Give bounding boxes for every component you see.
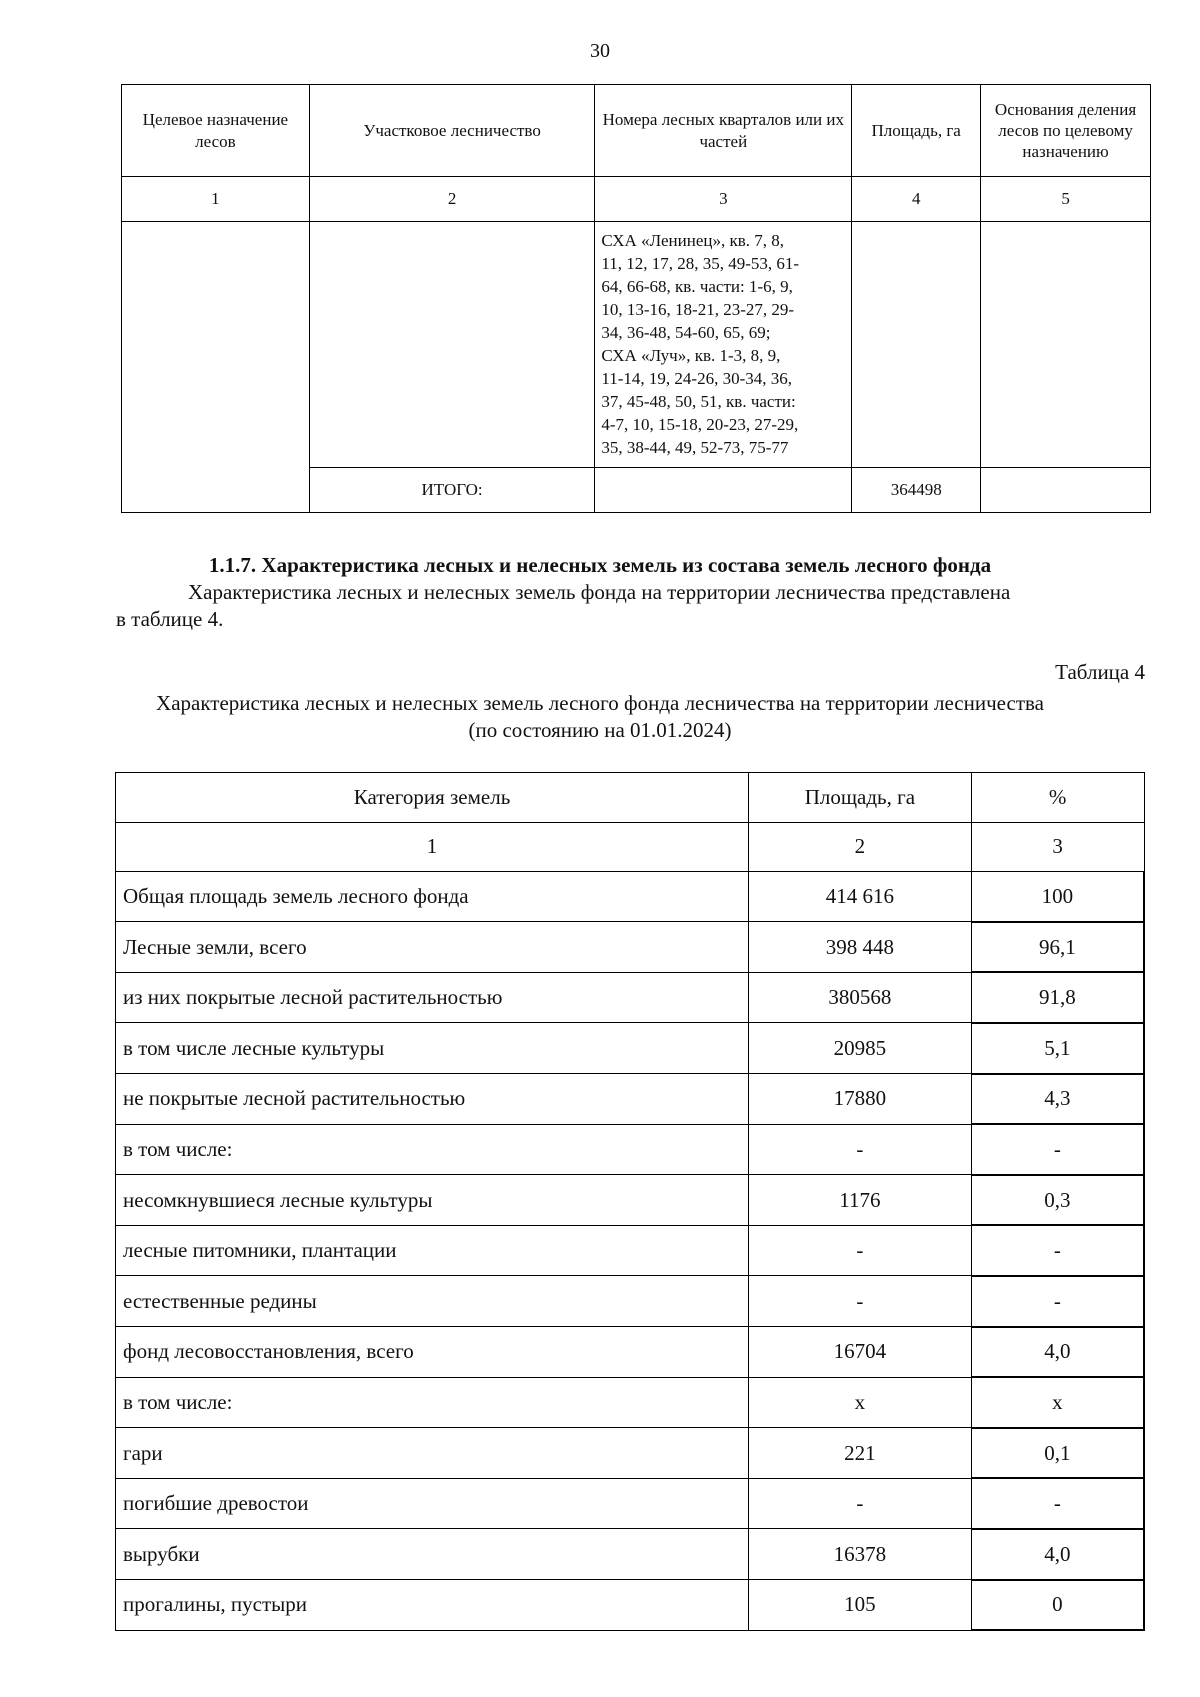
area-cell: - [749,1478,972,1529]
table1-area-cell [852,222,981,468]
quarters-line: 64, 66-68, кв. части: 1-6, 9, [601,277,793,296]
table-row [116,1428,1145,1479]
percent-cell: 96,1 [971,922,1144,973]
table1-total-label: ИТОГО: [309,468,595,513]
area-cell: 20985 [749,1023,972,1074]
category-cell: не покрытые лесной растительностью [116,1074,749,1125]
table2-column-numbers-row [116,822,1145,872]
table2-header-cell: % [971,773,1144,823]
table2-header-cell: Площадь, га [749,773,972,823]
table-row [116,1377,1145,1428]
quarters-line: СХА «Луч», кв. 1-3, 8, 9, [601,346,781,365]
table1-column-number: 1 [122,177,310,222]
percent-cell: 100 [971,872,1144,922]
table1-total-basis [981,468,1151,513]
category-cell: в том числе лесные культуры [116,1023,749,1074]
table2-column-number: 2 [749,822,972,872]
table-row [116,872,1145,922]
table-row [116,922,1145,973]
percent-cell: 4,0 [971,1327,1144,1378]
quarters-line: 4-7, 10, 15-18, 20-23, 27-29, [601,415,799,434]
percent-cell: х [971,1377,1144,1428]
percent-cell: 91,8 [971,972,1144,1023]
table1-total-area: 364498 [852,468,981,513]
area-cell: - [749,1225,972,1276]
table-row [116,1529,1145,1580]
table-row [116,1023,1145,1074]
category-cell: вырубки [116,1529,749,1580]
table1-total-quarters [595,468,852,513]
table1-header-cell: Основания деления лесов по целевому назначению [981,85,1151,177]
quarters-line: 11, 12, 17, 28, 35, 49-53, 61- [601,254,800,273]
table1-header-cell: Площадь, га [852,85,981,177]
table1-header-row [122,85,1151,177]
table1-header-cell: Участковое лесничество [309,85,595,177]
quarters-line: 34, 36-48, 54-60, 65, 69; [601,323,771,342]
table1-header-cell: Целевое назначение лесов [122,85,310,177]
category-cell: в том числе: [116,1377,749,1428]
category-cell: погибшие древостои [116,1478,749,1529]
area-cell: 1176 [749,1175,972,1226]
table-row [116,1580,1145,1631]
category-cell: Общая площадь земель лесного фонда [116,872,749,922]
quarters-line: 11-14, 19, 24-26, 30-34, 36, [601,369,792,388]
table1-column-numbers-row [122,177,1151,222]
category-cell: Лесные земли, всего [116,922,749,973]
table1-district-cell [309,222,595,468]
caption-line: (по состоянию на 01.01.2024) [468,718,732,742]
area-cell: 414 616 [749,872,972,922]
section-title: 1.1.7. Характеристика лесных и нелесных земель из состава земель лесного фонда [208,553,992,577]
table1-data-row [122,222,1151,468]
percent-cell: 0,1 [971,1428,1144,1479]
percent-cell: - [971,1124,1144,1175]
page-number: 30 [590,40,610,62]
area-cell: - [749,1276,972,1327]
table1-quarters-cell [595,222,852,468]
paragraph-line: в таблице 4. [116,607,224,631]
quarters-line: 37, 45-48, 50, 51, кв. части: [601,392,796,411]
area-cell: 16378 [749,1529,972,1580]
table-row [116,1478,1145,1529]
category-cell: лесные питомники, плантации [116,1225,749,1276]
forest-purpose-table [121,84,1151,513]
table1-column-number: 5 [981,177,1151,222]
table1-column-number: 3 [595,177,852,222]
area-cell: 380568 [749,972,972,1023]
percent-cell: 0,3 [971,1175,1144,1226]
land-categories-table [115,772,1145,1631]
percent-cell: - [971,1276,1144,1327]
category-cell: из них покрытые лесной растительностью [116,972,749,1023]
paragraph-line: Характеристика лесных и нелесных земель фонда на территории лесничества представлена [188,580,1011,604]
area-cell: - [749,1124,972,1175]
table1-header-cell: Номера лесных кварталов или их частей [595,85,852,177]
percent-cell: 0 [971,1580,1144,1631]
caption-line: Характеристика лесных и нелесных земель лесного фонда лесничества на территории лесничества [156,691,1044,715]
percent-cell: 5,1 [971,1023,1144,1074]
category-cell: несомкнувшиеся лесные культуры [116,1175,749,1226]
table-row [116,1276,1145,1327]
quarters-line: СХА «Ленинец», кв. 7, 8, [601,231,785,250]
category-cell: в том числе: [116,1124,749,1175]
table1-column-number: 4 [852,177,981,222]
area-cell: 221 [749,1428,972,1479]
table-row [116,972,1145,1023]
percent-cell: 4,3 [971,1074,1144,1125]
table2-column-number: 3 [971,822,1144,872]
area-cell: 105 [749,1580,972,1631]
table-row [116,1074,1145,1125]
area-cell: х [749,1377,972,1428]
percent-cell: - [971,1478,1144,1529]
area-cell: 16704 [749,1327,972,1378]
quarters-line: 10, 13-16, 18-21, 23-27, 29- [601,300,795,319]
table2-header-cell: Категория земель [116,773,749,823]
table1-basis-cell [981,222,1151,468]
table2-header-row [116,773,1145,823]
category-cell: прогалины, пустыри [116,1580,749,1631]
section-paragraph [116,579,1136,633]
percent-cell: - [971,1225,1144,1276]
table-row [116,1327,1145,1378]
table-row [116,1225,1145,1276]
category-cell: фонд лесовосстановления, всего [116,1327,749,1378]
category-cell: естественные редины [116,1276,749,1327]
table-caption [0,690,1200,744]
percent-cell: 4,0 [971,1529,1144,1580]
table2-column-number: 1 [116,822,749,872]
area-cell: 17880 [749,1074,972,1125]
table1-column-number: 2 [309,177,595,222]
category-cell: гари [116,1428,749,1479]
table-row [116,1175,1145,1226]
area-cell: 398 448 [749,922,972,973]
table1-purpose-cell [122,222,310,513]
table-label: Таблица 4 [1055,660,1145,684]
quarters-line: 35, 38-44, 49, 52-73, 75-77 [601,438,789,457]
table-row [116,1124,1145,1175]
